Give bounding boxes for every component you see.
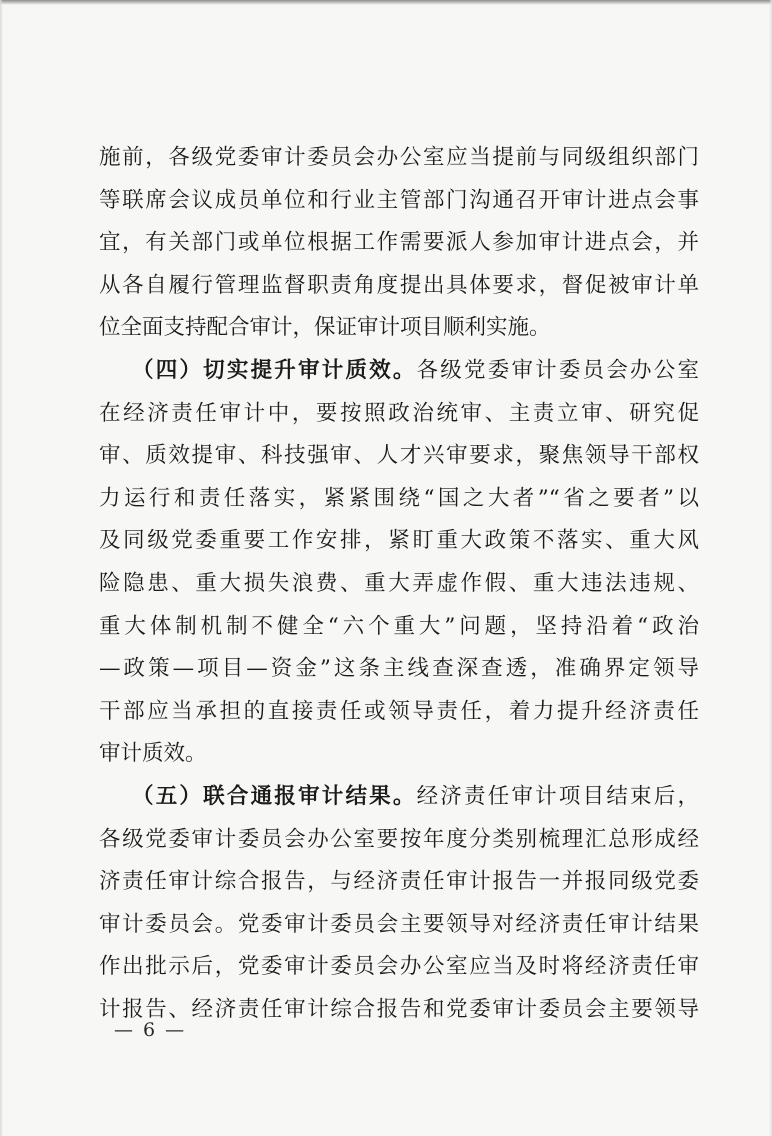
section-five-first-line: [99, 776, 699, 819]
text-line: 审计质效。: [99, 741, 207, 767]
text-line: —政策—项目—资金”这条主线查深查透，准确界定领导: [99, 656, 699, 682]
text-line: 审计委员会。党委审计委员会主要领导对经济责任审计结果: [99, 911, 699, 937]
text-line: 施前，各级党委审计委员会办公室应当提前与同级组织部门: [99, 145, 699, 170]
text-line: 作出批示后，党委审计委员会办公室应当及时将经济责任审: [99, 954, 699, 980]
text-line: 审、质效提审、科技强审、人才兴审要求，聚焦领导干部权: [99, 443, 699, 469]
text-line: 济责任审计综合报告，与经济责任审计报告一并报同级党委: [99, 869, 699, 895]
page-number: — 6 —: [114, 1019, 187, 1041]
document-body: [99, 137, 699, 1031]
scan-top-edge: [0, 0, 772, 5]
text-line: 力运行和责任落实，紧紧围绕“国之大者”“省之要者”以: [99, 485, 699, 511]
text-line: 在经济责任审计中，要按照政治统审、主责立审、研究促: [99, 400, 699, 426]
text-line: 宜，有关部门或单位根据工作需要派人参加审计进点会，并: [99, 230, 699, 256]
section-four-first-line: [99, 350, 699, 393]
text-line: 干部应当承担的直接责任或领导责任，着力提升经济责任: [99, 698, 699, 724]
scan-left-edge: [0, 0, 3, 1136]
text-fragment: 各级党委审计委员会办公室: [416, 357, 699, 383]
text-line: 位全面支持配合审计，保证审计项目顺利实施。: [99, 315, 551, 341]
text-line: 重大体制机制不健全“六个重大”问题，坚持沿着“政治: [99, 613, 699, 639]
text-line: 及同级党委重要工作安排，紧盯重大政策不落实、重大风: [99, 528, 699, 554]
text-line: 计报告、经济责任审计综合报告和党委审计委员会主要领导: [99, 996, 699, 1022]
text-fragment: 经济责任审计项目结束后，: [416, 783, 699, 809]
text-line: 险隐患、重大损失浪费、重大弄虚作假、重大违法违规、: [99, 570, 699, 596]
section-heading-four: （四）切实提升审计质效。: [132, 357, 417, 383]
text-line: 各级党委审计委员会办公室要按年度分类别梳理汇总形成经: [99, 826, 699, 852]
section-heading-five: （五）联合通报审计结果。: [132, 783, 417, 809]
text-line: 等联席会议成员单位和行业主管部门沟通召开审计进点会事: [99, 187, 699, 213]
text-line: 从各自履行管理监督职责角度提出具体要求，督促被审计单: [99, 272, 699, 298]
